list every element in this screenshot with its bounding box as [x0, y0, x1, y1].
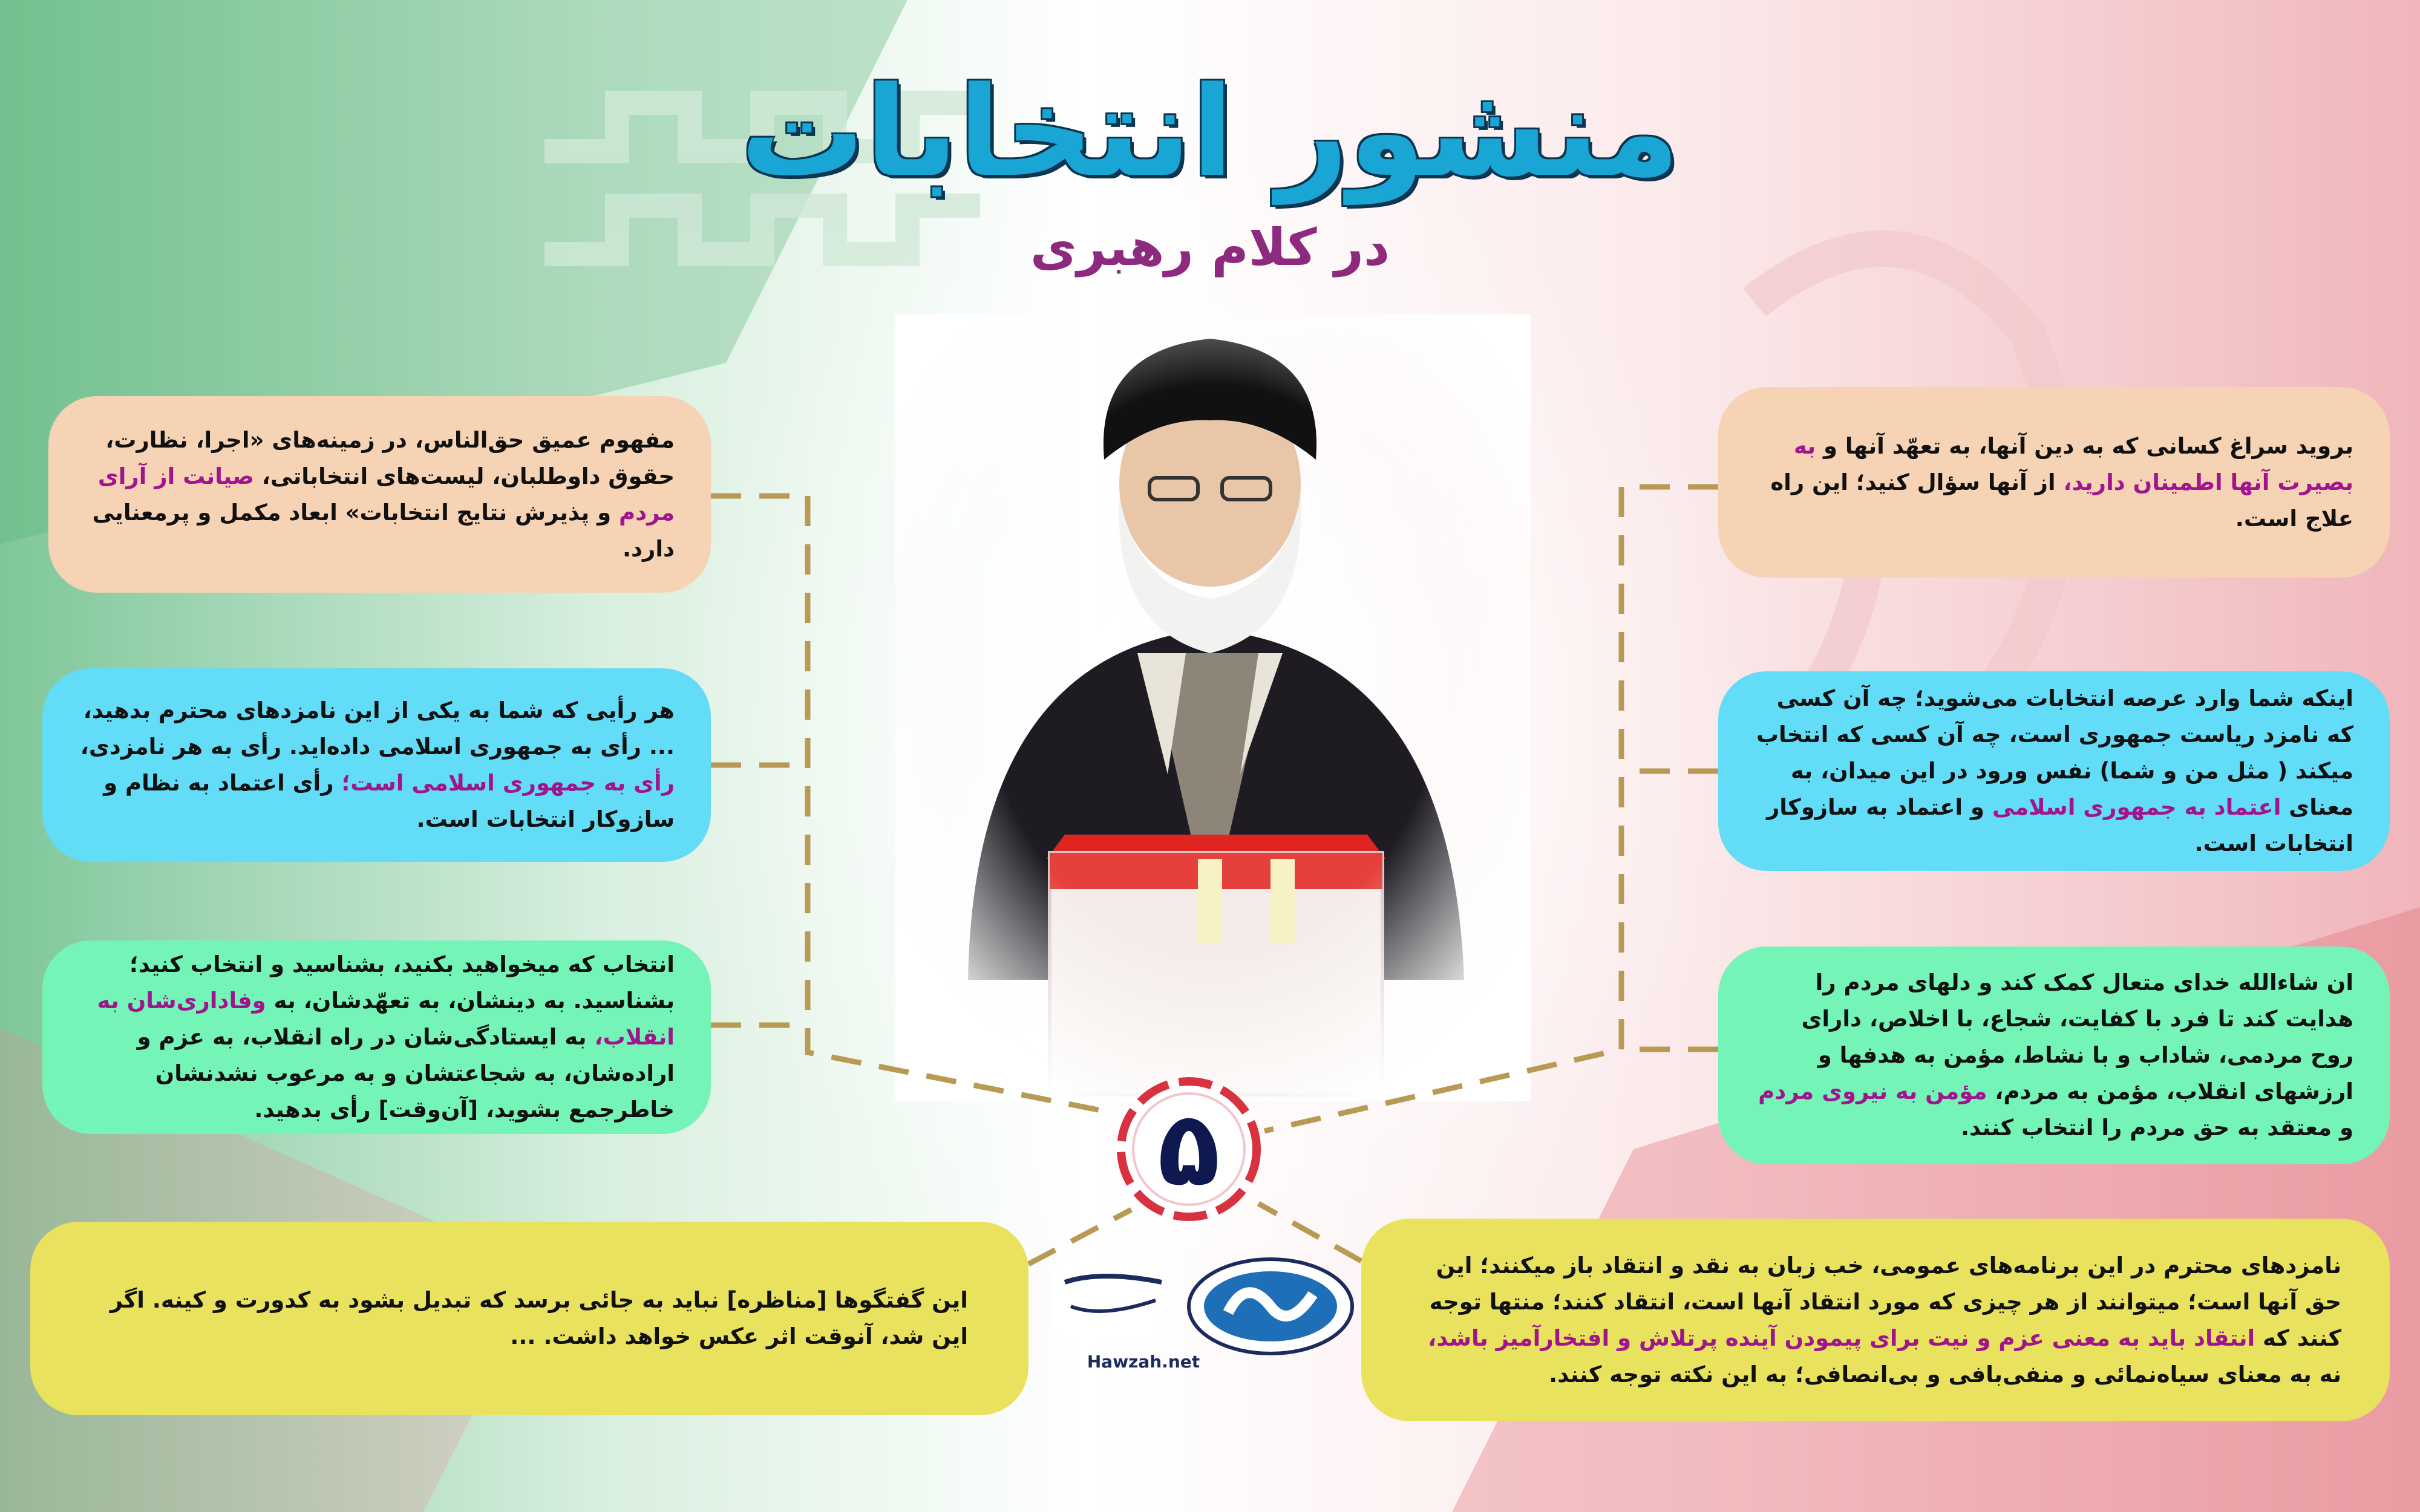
quote-highlight: اعتماد به جمهوری اسلامی: [1992, 794, 2281, 820]
quote-part: مفهوم عمیق حق‌الناس، در زمینه‌های «اجرا، نظارت، حقوق داوطلبان، لیست‌های انتخاباتی،: [105, 426, 675, 489]
quote-box-left-4: [30, 1222, 1028, 1415]
quote-text: [1754, 680, 2353, 862]
quote-highlight: صیانت از آرای مردم: [97, 463, 675, 526]
quote-text: [1754, 965, 2353, 1146]
quote-text: [79, 947, 675, 1128]
quote-part: این گفتگوها [مناظره] نباید به جائی برسد که تبدیل بشود به کدورت و کینه. اگر این شد، آنوقت اثر عکس خواهد داشت. ...: [110, 1287, 968, 1349]
quote-part: اینکه شما وارد عرصه انتخابات می‌شوید؛ چه آن کسی که نامزد ریاست جمهوری است، چه آن کسی که انتخاب میکند ( مثل من و شما) نفس ورود در این میدان، به معنای: [1756, 685, 2353, 820]
hawzah-logo-icon: [1053, 1246, 1361, 1367]
quote-highlight: رأی به جمهوری اسلامی است؛: [341, 770, 675, 796]
quote-part: هر رأیی که شما به یکی از این نامزدهای محترم بدهید، ... رأی به جمهوری اسلامی داده‌اید. رأی به هر نامزدی،: [80, 697, 675, 760]
quote-part: نامزدهای محترم در این برنامه‌های عمومی، خب زبان به نقد و انتقاد باز میکنند؛ این حق آنها است؛ میتوانند از هر چیزی که مورد انتقاد آنها است، انتقاد کنند؛ منتها توجه کنند که: [1429, 1252, 2341, 1351]
quote-text: [79, 692, 675, 838]
page-title: منشور انتخابات: [740, 60, 1680, 204]
badge-number: ۵: [1157, 1089, 1220, 1209]
quote-box-right-2: [1718, 671, 2390, 871]
quote-text: [85, 422, 675, 567]
quote-part: از آنها سؤال کنید؛ این راه علاج است.: [1770, 469, 2353, 532]
quote-box-left-2: [42, 668, 711, 862]
quote-part: و اعتماد به سازوکار انتخابات است.: [1766, 794, 2353, 856]
logo-text: Hawzah.net: [1087, 1352, 1200, 1372]
quote-part: به ایستادگی‌شان در راه انقلاب، به عزم و اراده‌شان، به شجاعتشان و به مرعوب نشدنشان خاطرجمع بشوید، [آن‌وقت] رأی بدهید.: [137, 1024, 675, 1123]
quote-part: ان شاءالله خدای متعال کمک کند و دلهای مردم را هدایت کند تا فرد با کفایت، شجاع، با اخلاص، دارای روح مردمی، شاداب و با نشاط، مؤمن به هدفها و ارزشهای انقلاب، مؤمن به مردم،: [1801, 969, 2353, 1104]
quote-part: و پذیرش نتایج انتخابات» ابعاد مکمل و پرمعنایی دارد.: [92, 499, 675, 562]
quote-part: و معتقد به حق مردم را انتخاب کنند.: [1961, 1115, 2353, 1141]
quote-box-right-3: [1718, 947, 2390, 1164]
quote-highlight: مؤمن به نیروی مردم: [1758, 1078, 1987, 1104]
quote-highlight: وفاداری‌شان به انقلاب،: [97, 988, 675, 1050]
quote-box-left-3: [42, 940, 711, 1134]
quote-box-right-4: [1361, 1219, 2390, 1421]
quote-part: رأی اعتماد به نظام و سازوکار انتخابات است.: [103, 770, 675, 832]
quote-box-right-1: [1718, 387, 2390, 578]
quote-text: [91, 1282, 968, 1355]
quote-part: بروید سراغ کسانی که به دین آنها، به تعهّد آنها و: [1816, 432, 2353, 459]
quote-highlight: انتقاد باید به معنی عزم و نیت برای پیمودن آینده پرتلاش و افتخارآمیز باشد،: [1428, 1325, 2255, 1351]
quote-text: [1754, 428, 2353, 537]
quote-box-left-1: [48, 396, 711, 593]
quote-part: انتخاب که میخواهید بکنید، بشناسید و انتخاب کنید؛ بشناسید. به دینشان، به تعهّدشان، به: [129, 951, 675, 1014]
quote-highlight: به بصیرت آنها اطمینان دارید،: [1793, 432, 2353, 495]
quote-part: نه به معنای سیاه‌نمائی و منفی‌بافی و بی‌انصافی؛ به این نکته توجه کنند.: [1549, 1361, 2341, 1387]
quote-text: [1410, 1248, 2341, 1393]
page-subtitle: در کلام رهبری: [1030, 218, 1390, 277]
